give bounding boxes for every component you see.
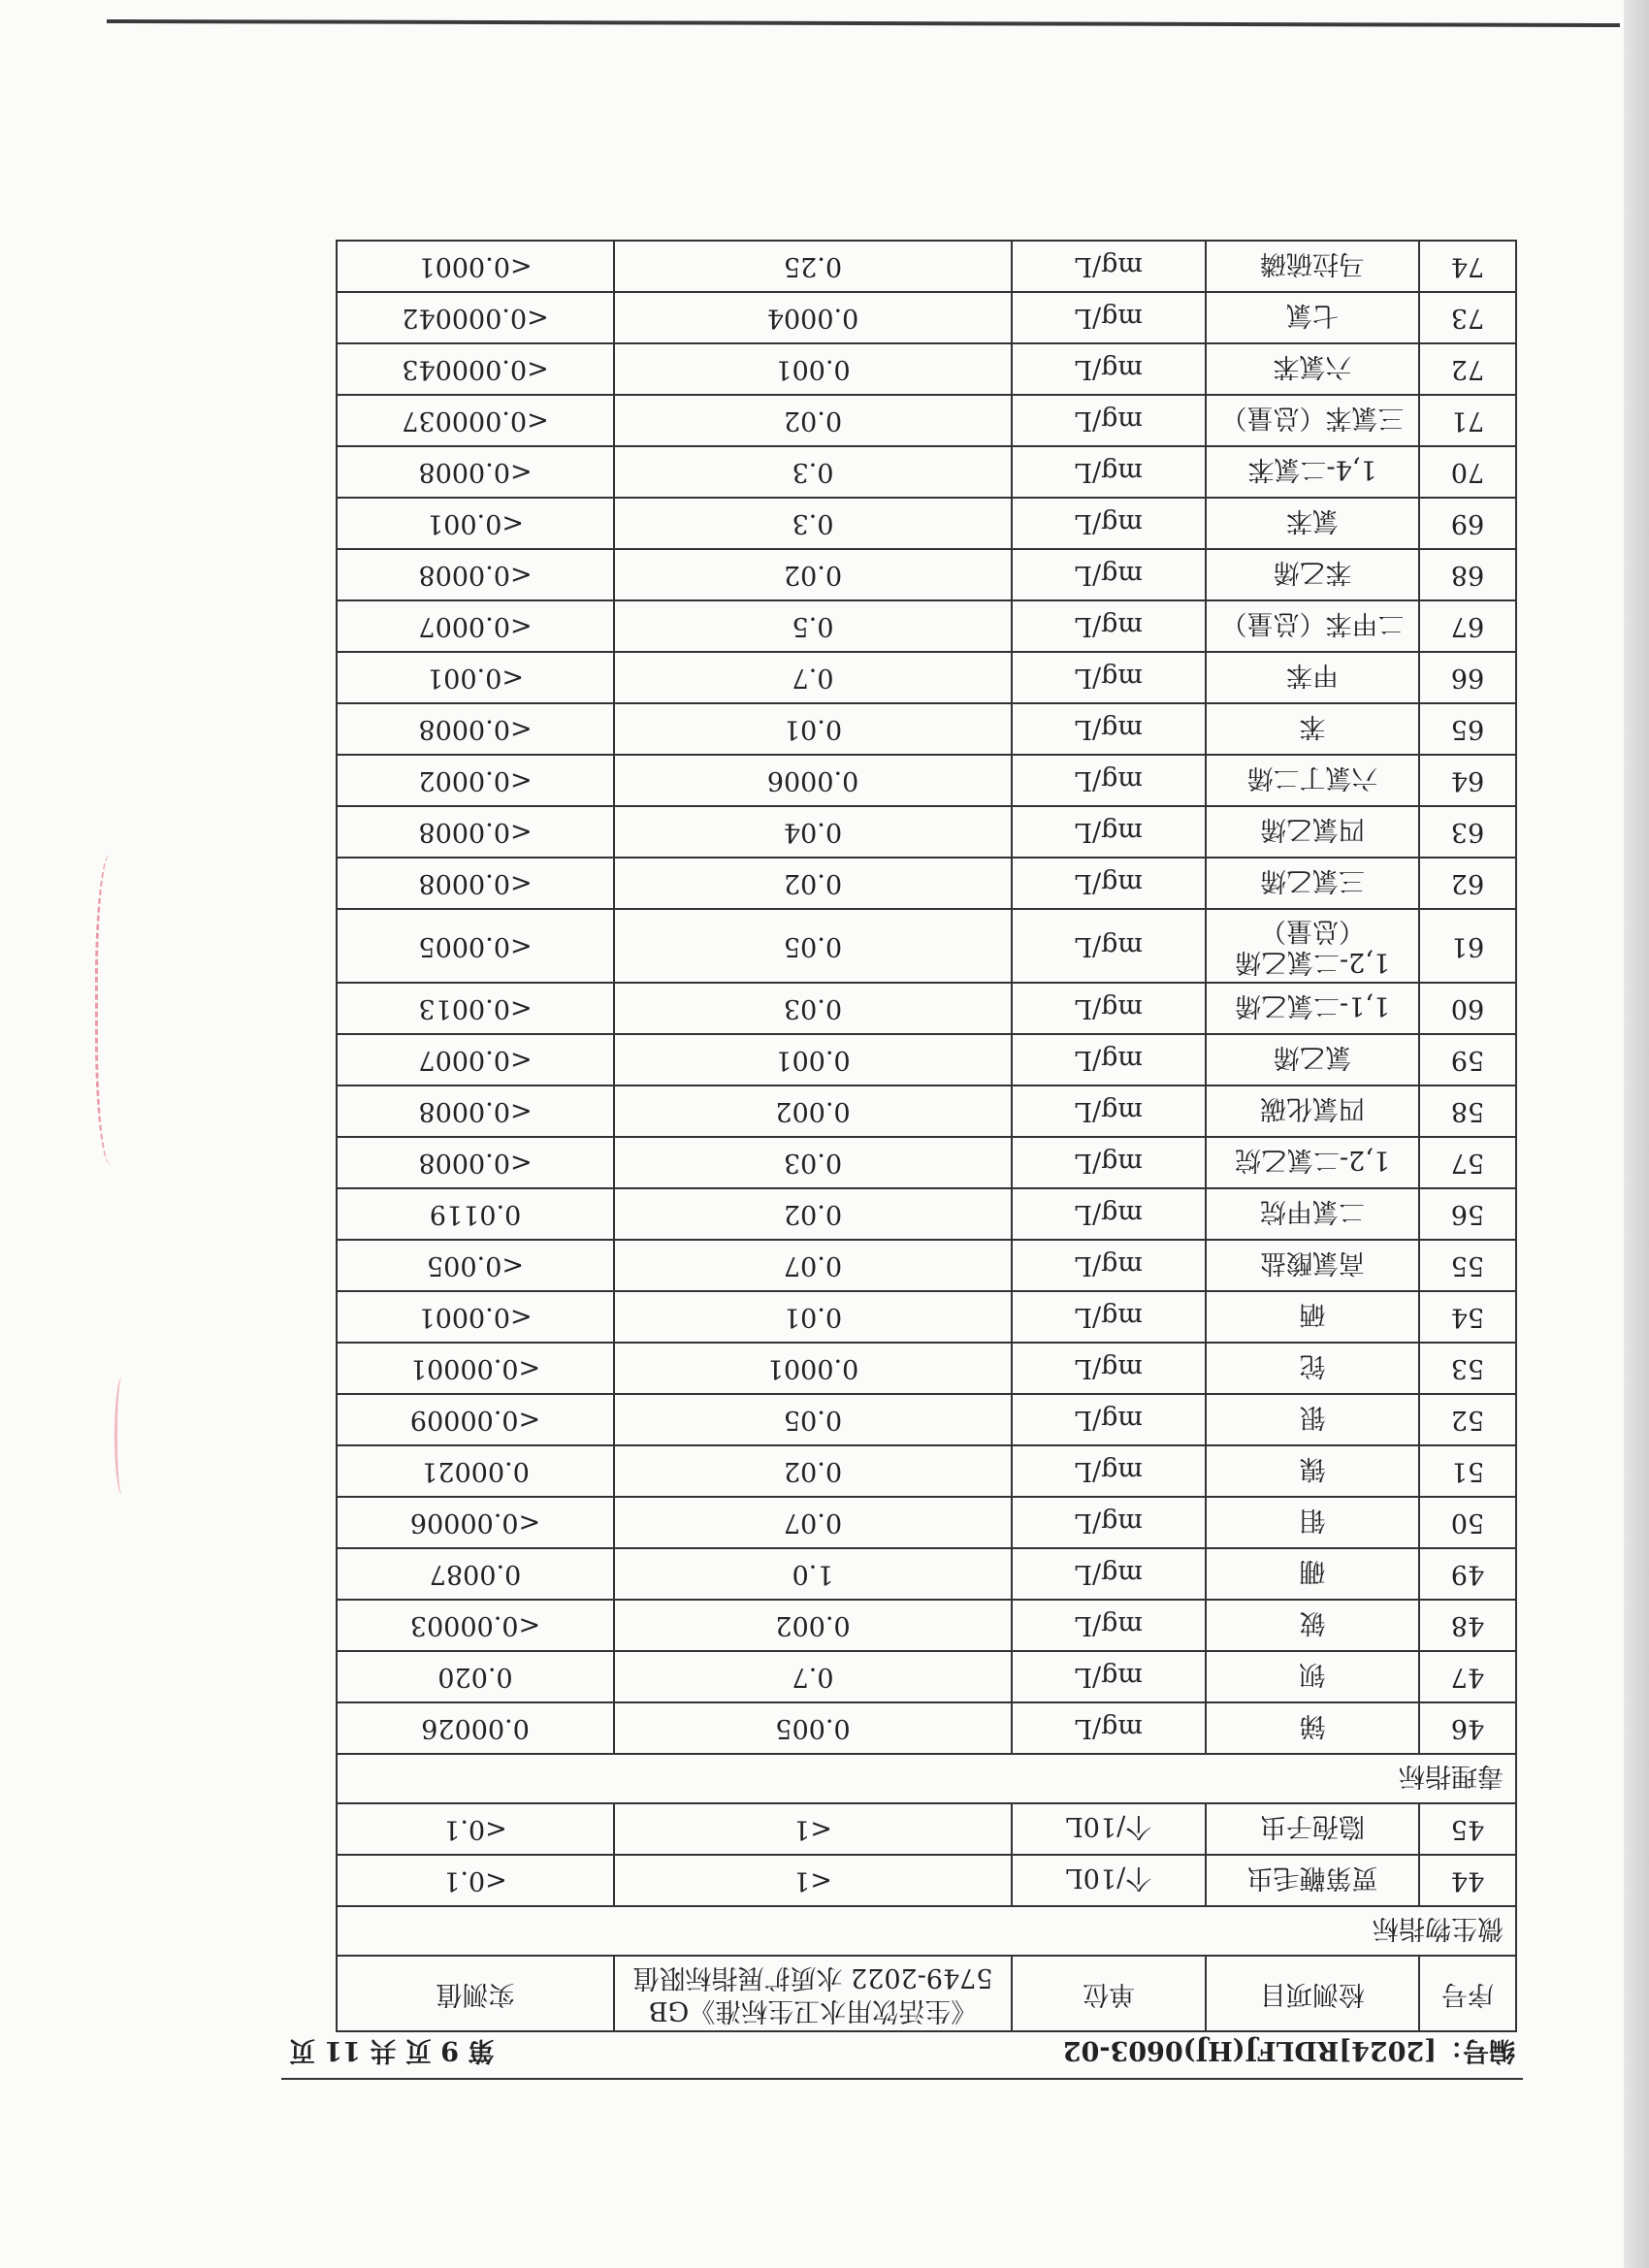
cell-limit: 0.02 <box>614 549 1012 600</box>
cell-value: <0.000037 <box>337 395 614 446</box>
cell-unit: mg/L <box>1012 703 1206 755</box>
cell-unit: mg/L <box>1012 1497 1206 1548</box>
cell-limit: <1 <box>614 1803 1012 1855</box>
cell-no: 62 <box>1419 858 1516 909</box>
table-row <box>337 1600 1516 1651</box>
cell-value: 0.0087 <box>337 1548 614 1600</box>
cell-no: 44 <box>1419 1855 1516 1906</box>
section-title: 毒理指标 <box>337 1754 1516 1803</box>
cell-no: 66 <box>1419 652 1516 703</box>
cell-value: <0.00009 <box>337 1394 614 1445</box>
cell-no: 54 <box>1419 1291 1516 1343</box>
cell-no: 61 <box>1419 909 1516 983</box>
cell-limit: 0.01 <box>614 1291 1012 1343</box>
cell-item: 镍 <box>1206 1445 1419 1497</box>
table-row <box>337 241 1516 292</box>
cell-item: 铍 <box>1206 1600 1419 1651</box>
cell-value: <0.0008 <box>337 858 614 909</box>
cell-value: <0.001 <box>337 652 614 703</box>
cell-item: 苯 <box>1206 703 1419 755</box>
cell-item: 马拉硫磷 <box>1206 241 1419 292</box>
table-row <box>337 1497 1516 1548</box>
table-row <box>337 1240 1516 1291</box>
cell-no: 48 <box>1419 1600 1516 1651</box>
table-row <box>337 1394 1516 1445</box>
cell-no: 65 <box>1419 703 1516 755</box>
section-row <box>337 1906 1516 1956</box>
table-row <box>337 343 1516 395</box>
cell-unit: 个/10L <box>1012 1855 1206 1906</box>
column-header-item: 检测项目 <box>1206 1956 1419 2031</box>
cell-limit: 0.03 <box>614 983 1012 1034</box>
cell-unit: mg/L <box>1012 1085 1206 1137</box>
cell-item: 贾第鞭毛虫 <box>1206 1855 1419 1906</box>
cell-value: 0.00021 <box>337 1445 614 1497</box>
results-table <box>336 240 1517 2032</box>
column-header-no: 序号 <box>1419 1956 1516 2031</box>
table-row <box>337 1702 1516 1754</box>
cell-item: 三氯苯（总量） <box>1206 395 1419 446</box>
cell-item: 钡 <box>1206 1651 1419 1702</box>
cell-limit: 0.7 <box>614 1651 1012 1702</box>
table-row <box>337 395 1516 446</box>
page-number: 第 9 页 共 11 页 <box>289 2035 495 2065</box>
cell-no: 60 <box>1419 983 1516 1034</box>
cell-value: <0.0008 <box>337 446 614 498</box>
cell-no: 74 <box>1419 241 1516 292</box>
cell-value: <0.0007 <box>337 600 614 652</box>
cell-item: 七氯 <box>1206 292 1419 343</box>
cell-value: <0.00001 <box>337 1343 614 1394</box>
cell-limit: 0.002 <box>614 1085 1012 1137</box>
cell-value: <0.0008 <box>337 1085 614 1137</box>
cell-no: 49 <box>1419 1548 1516 1600</box>
cell-limit: 0.7 <box>614 652 1012 703</box>
cell-no: 51 <box>1419 1445 1516 1497</box>
table-row <box>337 1188 1516 1240</box>
cell-value: <0.0002 <box>337 755 614 806</box>
cell-unit: mg/L <box>1012 652 1206 703</box>
document-number: 编号：[2024]RDLFJ(HJ)0603-02 <box>1062 2035 1515 2065</box>
cell-item: 钼 <box>1206 1497 1419 1548</box>
table-row <box>337 703 1516 755</box>
cell-item: 硒 <box>1206 1291 1419 1343</box>
cell-limit: 0.3 <box>614 498 1012 549</box>
cell-value: <0.00006 <box>337 1497 614 1548</box>
cell-limit: 1.0 <box>614 1548 1012 1600</box>
cell-limit: 0.02 <box>614 1445 1012 1497</box>
cell-value: <0.0001 <box>337 1291 614 1343</box>
cell-unit: mg/L <box>1012 1651 1206 1702</box>
cell-no: 63 <box>1419 806 1516 858</box>
cell-unit: mg/L <box>1012 549 1206 600</box>
cell-no: 53 <box>1419 1343 1516 1394</box>
cell-no: 46 <box>1419 1702 1516 1754</box>
table-row <box>337 983 1516 1034</box>
table-row <box>337 858 1516 909</box>
cell-unit: mg/L <box>1012 1600 1206 1651</box>
cell-value: <0.1 <box>337 1803 614 1855</box>
cell-limit: 0.0001 <box>614 1343 1012 1394</box>
cell-limit: 0.05 <box>614 909 1012 983</box>
section-row <box>337 1754 1516 1803</box>
table-row <box>337 1651 1516 1702</box>
cell-value: <0.0008 <box>337 703 614 755</box>
cell-unit: mg/L <box>1012 806 1206 858</box>
cell-item: 三氯乙烯 <box>1206 858 1419 909</box>
table-row <box>337 549 1516 600</box>
cell-item: 1,2-二氯乙烯（总量） <box>1206 909 1419 983</box>
cell-unit: mg/L <box>1012 1240 1206 1291</box>
cell-value: <0.00003 <box>337 1600 614 1651</box>
cell-limit: 0.3 <box>614 446 1012 498</box>
cell-item: 高氯酸盐 <box>1206 1240 1419 1291</box>
cell-item: 四氯化碳 <box>1206 1085 1419 1137</box>
cell-value: <0.0005 <box>337 909 614 983</box>
cell-unit: mg/L <box>1012 343 1206 395</box>
cell-item: 苯乙烯 <box>1206 549 1419 600</box>
cell-value: 0.020 <box>337 1651 614 1702</box>
table-row <box>337 909 1516 983</box>
cell-limit: 0.07 <box>614 1497 1012 1548</box>
cell-limit: 0.02 <box>614 395 1012 446</box>
cell-unit: mg/L <box>1012 498 1206 549</box>
cell-unit: mg/L <box>1012 600 1206 652</box>
cell-item: 四氯乙烯 <box>1206 806 1419 858</box>
cell-value: 0.00026 <box>337 1702 614 1754</box>
cell-value: <0.005 <box>337 1240 614 1291</box>
cell-limit: 0.07 <box>614 1240 1012 1291</box>
cell-value: <0.000043 <box>337 343 614 395</box>
table-row <box>337 755 1516 806</box>
cell-no: 47 <box>1419 1651 1516 1702</box>
table-row <box>337 1855 1516 1906</box>
table-body <box>337 241 1516 1956</box>
cell-value: <0.0008 <box>337 806 614 858</box>
cell-item: 隐孢子虫 <box>1206 1803 1419 1855</box>
cell-unit: mg/L <box>1012 1034 1206 1085</box>
cell-item: 1,1-二氯乙烯 <box>1206 983 1419 1034</box>
cell-no: 56 <box>1419 1188 1516 1240</box>
table-row <box>337 1085 1516 1137</box>
cell-limit: 0.04 <box>614 806 1012 858</box>
cell-item: 硼 <box>1206 1548 1419 1600</box>
cell-limit: 0.002 <box>614 1600 1012 1651</box>
table-row <box>337 1445 1516 1497</box>
cell-limit: 0.001 <box>614 1034 1012 1085</box>
page-header <box>281 2035 1523 2080</box>
cell-item: 甲苯 <box>1206 652 1419 703</box>
cell-item: 氯乙烯 <box>1206 1034 1419 1085</box>
cell-no: 68 <box>1419 549 1516 600</box>
column-header-value: 实测值 <box>337 1956 614 2031</box>
table-row <box>337 1291 1516 1343</box>
cell-item: 银 <box>1206 1394 1419 1445</box>
cell-limit: 0.0006 <box>614 755 1012 806</box>
cell-value: <0.0001 <box>337 241 614 292</box>
cell-unit: mg/L <box>1012 292 1206 343</box>
cell-unit: mg/L <box>1012 395 1206 446</box>
section-title: 微生物指标 <box>337 1906 1516 1956</box>
table-row <box>337 652 1516 703</box>
cell-no: 58 <box>1419 1085 1516 1137</box>
cell-limit: 0.03 <box>614 1137 1012 1188</box>
cell-value: <0.000042 <box>337 292 614 343</box>
cell-no: 70 <box>1419 446 1516 498</box>
cell-unit: mg/L <box>1012 1445 1206 1497</box>
table-row <box>337 1548 1516 1600</box>
cell-unit: mg/L <box>1012 909 1206 983</box>
cell-no: 72 <box>1419 343 1516 395</box>
table-row <box>337 292 1516 343</box>
cell-unit: mg/L <box>1012 1291 1206 1343</box>
table-header-row <box>337 1956 1516 2031</box>
cell-unit: mg/L <box>1012 1702 1206 1754</box>
cell-limit: 0.25 <box>614 241 1012 292</box>
column-header-unit: 单位 <box>1012 1956 1206 2031</box>
cell-limit: 0.5 <box>614 600 1012 652</box>
cell-no: 69 <box>1419 498 1516 549</box>
cell-value: 0.0119 <box>337 1188 614 1240</box>
cell-unit: mg/L <box>1012 1188 1206 1240</box>
cell-no: 59 <box>1419 1034 1516 1085</box>
cell-limit: 0.005 <box>614 1702 1012 1754</box>
cell-limit: 0.0004 <box>614 292 1012 343</box>
cell-item: 二氯甲烷 <box>1206 1188 1419 1240</box>
cell-limit: 0.02 <box>614 858 1012 909</box>
cell-value: <0.0013 <box>337 983 614 1034</box>
cell-item: 1,4-二氯苯 <box>1206 446 1419 498</box>
cell-unit: mg/L <box>1012 1343 1206 1394</box>
cell-unit: 个/10L <box>1012 1803 1206 1855</box>
table-row <box>337 446 1516 498</box>
cell-item: 二甲苯（总量） <box>1206 600 1419 652</box>
cell-value: <0.001 <box>337 498 614 549</box>
cell-limit: 0.05 <box>614 1394 1012 1445</box>
cell-limit: 0.02 <box>614 1188 1012 1240</box>
cell-item: 锑 <box>1206 1702 1419 1754</box>
column-header-limit: 《生活饮用水卫生标准》GB 5749-2022 水质扩展指标限值 <box>614 1956 1012 2031</box>
cell-no: 64 <box>1419 755 1516 806</box>
cell-unit: mg/L <box>1012 983 1206 1034</box>
cell-item: 六氯丁二烯 <box>1206 755 1419 806</box>
cell-no: 71 <box>1419 395 1516 446</box>
table-row <box>337 600 1516 652</box>
cell-unit: mg/L <box>1012 1394 1206 1445</box>
cell-item: 铊 <box>1206 1343 1419 1394</box>
cell-no: 67 <box>1419 600 1516 652</box>
cell-no: 73 <box>1419 292 1516 343</box>
cell-value: <0.0008 <box>337 1137 614 1188</box>
table-row <box>337 1034 1516 1085</box>
cell-value: <0.1 <box>337 1855 614 1906</box>
cell-limit: 0.001 <box>614 343 1012 395</box>
cell-item: 1,2-二氯乙烷 <box>1206 1137 1419 1188</box>
cell-value: <0.0008 <box>337 549 614 600</box>
cell-no: 45 <box>1419 1803 1516 1855</box>
cell-unit: mg/L <box>1012 1137 1206 1188</box>
cell-limit: <1 <box>614 1855 1012 1906</box>
cell-unit: mg/L <box>1012 1548 1206 1600</box>
cell-item: 六氯苯 <box>1206 343 1419 395</box>
cell-no: 57 <box>1419 1137 1516 1188</box>
table-row <box>337 498 1516 549</box>
cell-no: 50 <box>1419 1497 1516 1548</box>
cell-unit: mg/L <box>1012 858 1206 909</box>
cell-unit: mg/L <box>1012 446 1206 498</box>
table-row <box>337 806 1516 858</box>
cell-no: 52 <box>1419 1394 1516 1445</box>
table-row <box>337 1137 1516 1188</box>
table-row <box>337 1343 1516 1394</box>
cell-item: 氯苯 <box>1206 498 1419 549</box>
cell-unit: mg/L <box>1012 241 1206 292</box>
cell-limit: 0.01 <box>614 703 1012 755</box>
cell-unit: mg/L <box>1012 755 1206 806</box>
table-row <box>337 1803 1516 1855</box>
cell-value: <0.0007 <box>337 1034 614 1085</box>
cell-no: 55 <box>1419 1240 1516 1291</box>
